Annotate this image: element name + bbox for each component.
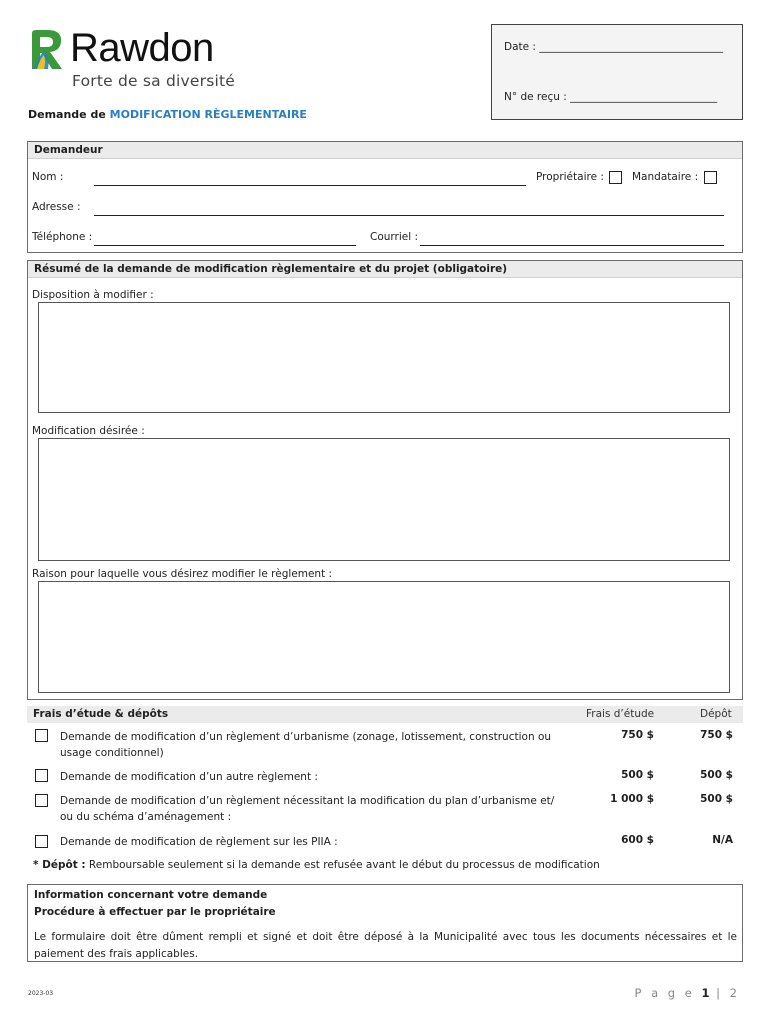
address-label: Adresse : bbox=[32, 201, 81, 213]
agent-label: Mandataire : bbox=[632, 171, 699, 183]
owner-label: Propriétaire : bbox=[536, 171, 604, 183]
fee-checkbox-plan[interactable] bbox=[35, 794, 48, 807]
form-version-code: 2023-03 bbox=[28, 990, 54, 997]
deposit-note-label: * Dépôt : bbox=[33, 859, 86, 871]
modification-textarea[interactable] bbox=[38, 438, 730, 561]
fee-deposit-urbanism: 750 $ bbox=[700, 729, 733, 741]
info-heading: Information concernant votre demande bbox=[34, 889, 268, 901]
fee-study-urbanism: 750 $ bbox=[621, 729, 654, 741]
applicant-heading: Demandeur bbox=[28, 142, 742, 159]
fees-heading: Frais d’étude & dépôts bbox=[33, 708, 169, 720]
study-column-header: Frais d’étude bbox=[586, 708, 655, 720]
page-word: P a g e bbox=[634, 986, 695, 1000]
rawdon-logo-icon bbox=[28, 29, 66, 71]
name-input[interactable] bbox=[94, 185, 526, 186]
phone-input[interactable] bbox=[94, 245, 356, 246]
fee-deposit-other: 500 $ bbox=[700, 769, 733, 781]
email-label: Courriel : bbox=[370, 231, 419, 243]
fee-checkbox-other[interactable] bbox=[35, 769, 48, 782]
fee-study-other: 500 $ bbox=[621, 769, 654, 781]
info-subheading: Procédure à effectuer par le propriétaire bbox=[34, 906, 276, 918]
agent-checkbox[interactable] bbox=[704, 171, 717, 184]
summary-heading: Résumé de la demande de modification règlementaire et du projet (obligatoire) bbox=[28, 261, 742, 278]
office-use-box bbox=[491, 24, 743, 120]
fee-desc-piia: Demande de modification de règlement sur les PIIA : bbox=[60, 836, 338, 848]
fee-desc-urbanism: Demande de modification d’un règlement d’urbanisme (zonage, lotissement, construction ou usage conditionnel) bbox=[60, 731, 552, 759]
brand-name: Rawdon bbox=[70, 26, 214, 70]
summary-section bbox=[27, 260, 743, 700]
reason-textarea[interactable] bbox=[38, 581, 730, 693]
reason-label: Raison pour laquelle vous désirez modifier le règlement : bbox=[32, 568, 333, 580]
name-label: Nom : bbox=[32, 171, 64, 183]
fee-deposit-piia: N/A bbox=[712, 834, 733, 846]
modification-label: Modification désirée : bbox=[32, 425, 145, 437]
fee-deposit-plan: 500 $ bbox=[700, 793, 733, 805]
page-total: 2 bbox=[729, 986, 740, 1000]
deposit-column-header: Dépôt bbox=[700, 708, 732, 720]
address-input[interactable] bbox=[94, 215, 724, 216]
owner-checkbox[interactable] bbox=[609, 171, 622, 184]
receipt-number-field[interactable]: N° de reçu : ____________________________ bbox=[504, 91, 718, 103]
fee-desc-other: Demande de modification d’un autre règlement : bbox=[60, 771, 318, 783]
fee-checkbox-urbanism[interactable] bbox=[35, 729, 48, 742]
brand-tagline: Forte de sa diversité bbox=[72, 72, 235, 90]
title-accent: MODIFICATION RÈGLEMENTAIRE bbox=[109, 108, 307, 121]
page-title bbox=[28, 108, 307, 121]
deposit-note bbox=[33, 859, 600, 871]
phone-label: Téléphone : bbox=[32, 231, 93, 243]
fees-section bbox=[27, 706, 743, 878]
applicant-section bbox=[27, 141, 743, 253]
fee-desc-plan: Demande de modification d’un règlement nécessitant la modification du plan d’urbanisme et/ ou du schéma d’aménagement : bbox=[60, 795, 555, 823]
email-input[interactable] bbox=[420, 245, 724, 246]
info-section bbox=[27, 884, 743, 962]
title-prefix: Demande de bbox=[28, 108, 106, 121]
disposition-label: Disposition à modifier : bbox=[32, 289, 154, 301]
fee-checkbox-piia[interactable] bbox=[35, 835, 48, 848]
fee-study-piia: 600 $ bbox=[621, 834, 654, 846]
date-field[interactable]: Date : ___________________________________ bbox=[504, 41, 724, 53]
disposition-textarea[interactable] bbox=[38, 302, 730, 413]
deposit-note-text: Remboursable seulement si la demande est refusée avant le début du processus de modification bbox=[85, 859, 600, 871]
page-current: 1 bbox=[701, 986, 710, 1000]
page-separator: | bbox=[709, 986, 730, 1000]
fee-study-plan: 1 000 $ bbox=[610, 793, 654, 805]
page-number bbox=[634, 986, 740, 1000]
info-text: Le formulaire doit être dûment rempli et signé et doit être déposé à la Municipalité avec tous les documents nécessaires et le paiement des frais applicables. bbox=[34, 931, 737, 960]
